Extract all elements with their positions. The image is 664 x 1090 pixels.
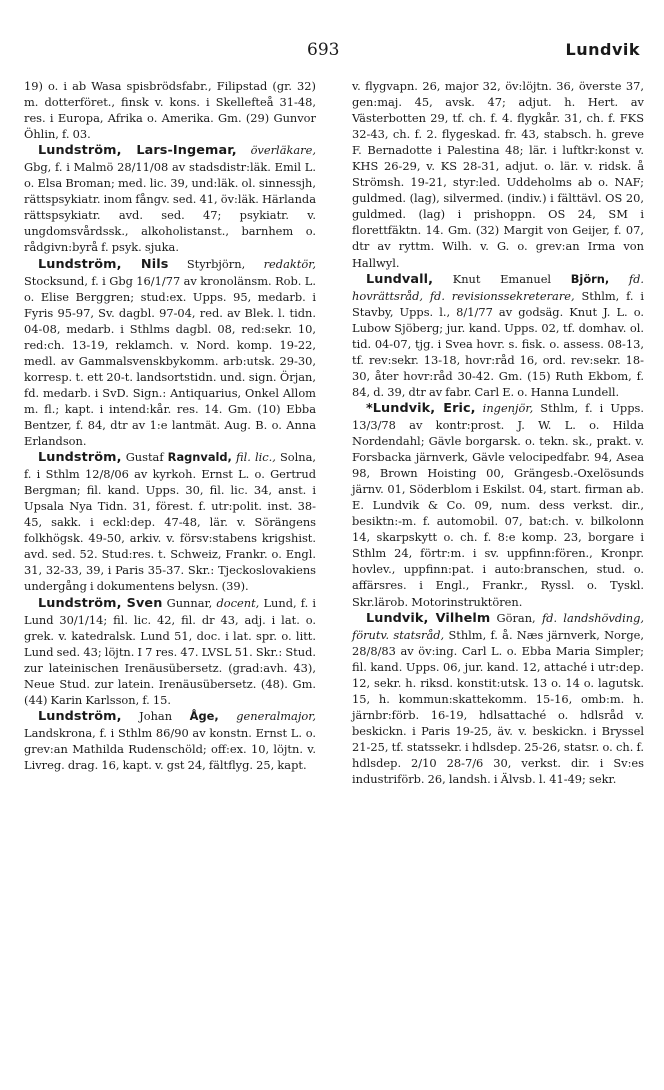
entry-called-name: Björn, [570,271,610,286]
entry-name: Lundström, Sven [38,595,163,611]
entry-body: Lund, f. i Lund 30/1/14; fil. lic. 42, fil. dr 43, adj. i lat. o. grek. v. katedralsk. Lund 51, doc. i lat. spr. o. litt. Lund sed. 43; löjtn. I 7 res. 47. LVSL 51. Skr.: Stud. zur lateinischen Irenäusübersetz. (grad:avh. 43), Neue Stud. zur latein. Irenäusübersetz. (48). Gm. (44) Karin Karlsson, f. 15. [24,595,317,707]
biography-entry [24,449,316,594]
entry-body: Sthlm, f. å. Næs järnverk, Norge, 28/8/83 av öv:ing. Carl L. o. Ebba Maria Simpler; fil. kand. Upps. 06, jur. kand. 12, attaché i utr:dep. 12, sekr. h. riksd. konstit:utsk. 13 o. 14 o. lagutsk. 15, h. kommun:skattekomm. 15-16, omb:m. h. järnbr:förb. 16-19, hdlsattaché o. hdlsråd v. beskickn. i Paris 19-25, äv. v. beskickn. i Bryssel 21-25, tf. statssekr. i hdlsdep. 25-26, statsr. o. ch. f. hdlsdep. 2/10 28-7/6 30, verkst. dir. i Sv:es industriförb. 26, landsh. i Älvsb. l. 41-49; sekr. [352,627,645,787]
right-column [352,78,644,787]
entry-body: Sthlm, f. i Stavby, Upps. l., 8/1/77 av godsäg. Knut J. L. o. Lubow Sjöberg; jur. kand. Upps. 02, tf. domhav. ol. tid. 04-07, tjg. i Svea hovr. s. fisk. o. assess. 08-13, tf. rev:sekr. 13-18, hovr:råd 16, ord. rev:sekr. 18-30, åter hovr:råd 30-42. Gm. (15) Ruth Ekbom, f. 84, d. 39, dtr av fabr. Carl E. o. Hanna Lundell. [352,288,644,399]
entry-body: Landskrona, f. i Sthlm 86/90 av konstn. Ernst L. o. grev:an Mathilda Rudenschöld; off:ex. 10, löjtn. v. Livreg. drag. 16, kapt. v. gst 24, fältflyg. 25, kapt. [24,725,316,772]
entry-given-names: Knut Emanuel [452,271,552,286]
entry-title: generalmajor, [236,708,317,723]
biography-entry [24,595,316,708]
biography-entry [352,400,644,610]
entry-title: fd. landshövding, förutv. statsråd, [352,610,645,642]
biography-entry [24,256,316,450]
entry-title: överläkare, [250,143,316,158]
entry-name: Lundvik, Vilhelm [366,610,491,626]
entry-given-names: Gustaf [125,450,164,465]
entry-called-name: Ragnvald, [167,450,232,465]
left-column [24,78,316,773]
entry-given-names: Göran, [496,610,536,625]
entry-name: Lundström, [38,450,122,466]
entry-given-names: Gunnar, [166,595,213,610]
entry-name: Lundström, [38,708,122,724]
biography-entry [24,142,316,255]
entry-title: fd. hovrättsråd, fd. revisionssekreterare, [352,271,644,303]
entry-body: Sthlm, f. i Upps. 13/3/78 av kontr:prost. J. W. L. o. Hilda Nordendahl; Gävle borgarsk. o. tekn. sk., prakt. v. Forsbacka järnverk, Gävle velocipedfabr. 94, Asea 98, Brown Hoisting 00, Grängesb.-Oxelösunds järnv. 01, Söderblom i Eskilst. 04, start. firman ab. E. Lundvik & Co. 09, num. dess verkst. dir., besiktn:-m. f. automobil. 07, bat:ch. v. bilkolonn 14, skarpskytt o. ch. f. 8:e komp. 23, borgare i Sthlm 24, förtr:m. i sv. uppfinn:fören., Kronpr. hovlev., uppfinn:pat. i auto:branschen, stud. o. affärsres. i Engl., Frankr., Ryssl. o. Tyskl. Skr.lärob. Motorinstruktören. [352,400,644,609]
running-head: Lundvik [565,40,640,59]
biography-entry [352,610,644,788]
entry-name: Lundvall, [366,271,434,287]
entry-title: ingenjör, [482,400,534,415]
entry-title: fil. lic., [236,450,276,465]
entry-name: Lundström, Lars-Ingemar, [38,143,237,159]
entry-body: Gbg, f. i Malmö 28/11/08 av stadsdistr:läk. Emil L. o. Elsa Broman; med. lic. 39, und:läk. ol. sinnessjh, rättspsykiatr. inom fångv. sed. 41, öv:läk. Härlanda rättspsykiatr. avd. sed. 47; psykiatr. v. ungdomsvårdssk., alkoholistanst., barnhem o. rådgivn:byrå f. psyk. sjuka. [24,160,316,255]
entry-title: docent, [216,595,260,610]
entry-given-names: Johan [139,708,173,723]
entry-body: Solna, f. i Sthlm 12/8/06 av kyrkoh. Ernst L. o. Gertrud Bergman; fil. kand. Upps. 30, fil. lic. 34, anst. i Upsala Nya Tidn. 31, förest. f. utr:polit. inst. 38-45, sakk. i eckl:dep. 47-48, lär. v. Sörängens folkhögsk. 49-50, arkiv. v. försv:stabens krigshist. avd. sed. 52. Stud:res. t. Schweiz, Frankr. o. Engl. 31, 32-33, 39, i Paris 35-37. Skr.: Tjeckoslovakiens undergång i dokumentens belysn. (39). [24,450,317,594]
entry-called-name: Åge, [189,708,219,723]
entry-given-names: Styrbjörn, [186,256,246,271]
page-number: 693 [307,40,340,60]
biography-entry [352,271,644,400]
continued-entry-text: v. flygvapn. 26, major 32, öv:löjtn. 36, överste 37, gen:maj. 45, avsk. 47; adjut. h. Hert. av Västerbotten 29, tf. ch. f. 4. flygkår. 31, ch. f. FKS 32-43, ch. f. 2. flygeskad. fr. 43, stabsch. h. greve F. Bernadotte i Palestina 48; lär. i luftkr:konst v. KHS 26-29, v. KS 28-31, adjut. o. lär. v. ridsk. å Strömsh. 19-21, styr:led. Uddeholms ab o. NAF; guldmed. (lag), silvermed. (indiv.) i fälttävl. OS 20, guldmed. (lag) i prishoppn. OS 24, SM i florettfäktn. 14. Gm. (32) Margit von Geijer, f. 07, dtr av ryttm. Wilh. v. G. o. grev:an Irma von Hallwyl. [352,79,644,270]
entry-title: redaktör, [263,256,317,271]
entry-name: Lundström, Nils [38,256,169,272]
continued-entry-text: 19) o. i ab Wasa spisbrödsfabr., Filipstad (gr. 32) m. dotterföret., finsk v. kons. i Skellefteå 31-48, res. i Europa, Afrika o. Amerika. Gm. (29) Gunvor Öhlin, f. 03. [24,79,316,142]
biography-entry [24,708,316,773]
entry-name: *Lundvik, Eric, [366,400,476,416]
page-header [0,40,664,66]
entry-body: Stocksund, f. i Gbg 16/1/77 av kronolänsm. Rob. L. o. Elise Berggren; stud:ex. Upps. 95, medarb. i Fyris 95-97, Sv. dagbl. 97-04, red. av Blek. l. tidn. 04-08, medarb. i Sthlms dagbl. 08, red:sekr. 10, red:ch. 13-19, reklamch. v. Nord. komp. 19-22, medl. av Gammalsvenskbykomm. arb:utsk. 29-30, korresp. t. ett 20-t. landsortstidn. und. sign. Örjan, fd. medarb. i SvD. Sign.: Antiquarius, Onkel Allom m. fl.; kapt. i intend:kår. res. 14. Gm. (10) Ebba Bentzer, f. 84, dtr av 1:e lantmät. Aug. B. o. Anna Erlandson. [24,273,316,449]
